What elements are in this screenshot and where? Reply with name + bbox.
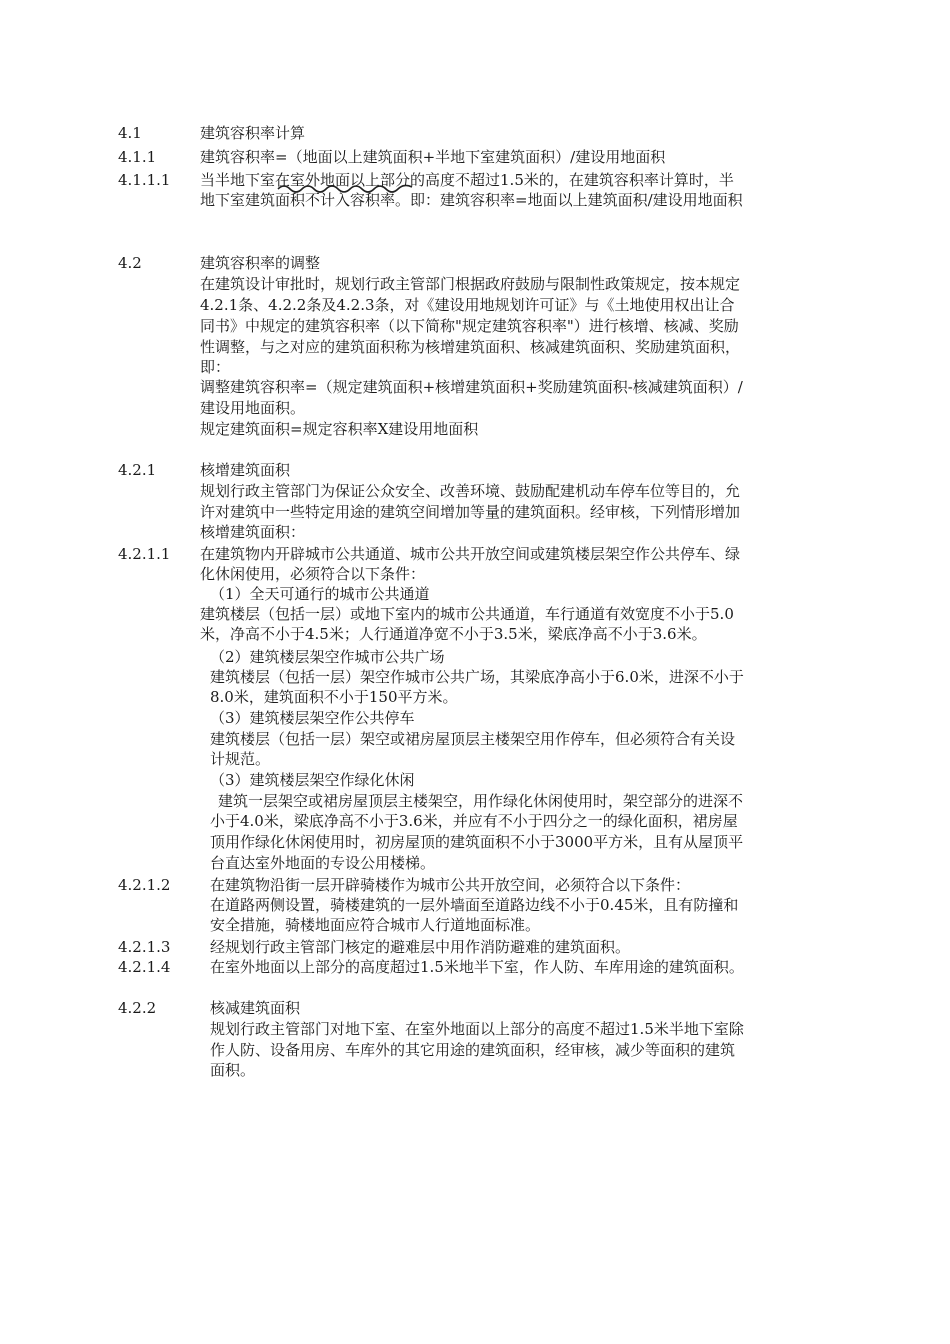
section-number: 4.2.1.3 (118, 938, 171, 956)
paragraph-line: 台直达室外地面的专设公用楼梯。 (210, 854, 436, 872)
section-number: 4.2.1.2 (118, 876, 171, 894)
section-number: 4.2.1 (118, 461, 157, 479)
paragraph-line: 4.2.1条、4.2.2条及4.2.3条，对《建设用地规划许可证》与《土地使用权出让合 (200, 296, 735, 314)
paragraph-line: 规划行政主管部门为保证公众安全、改善环境、鼓励配建机动车停车位等目的，允 (200, 482, 741, 500)
section-number: 4.2.1.1 (118, 545, 171, 563)
paragraph-line: 规定建筑面积=规定容积率X建设用地面积 (200, 420, 479, 438)
paragraph-line: 米，净高不小于4.5米；人行通道净宽不小于3.5米，梁底净高不小于3.6米。 (200, 625, 707, 643)
paragraph-line: 8.0米，建筑面积不小于150平方米。 (210, 688, 458, 706)
section-number: 4.1.1 (118, 148, 157, 166)
list-item-heading: （2）建筑楼层架空作城市公共广场 (210, 648, 445, 666)
section-number: 4.1.1.1 (118, 171, 171, 189)
paragraph-line: 化休闲使用，必须符合以下条件： (200, 565, 426, 583)
paragraph-line: 同书》中规定的建筑容积率（以下简称"规定建筑容积率"）进行核增、核减、奖励 (200, 317, 739, 335)
section-number: 4.2.1.4 (118, 958, 171, 976)
paragraph-line: 许对建筑中一些特定用途的建筑空间增加等量的建筑面积。经审核，下列情形增加 (200, 503, 741, 521)
list-item-heading: （1）全天可通行的城市公共通道 (210, 585, 430, 603)
paragraph-line: 建筑楼层（包括一层）架空作城市公共广场，其梁底净高小于6.0米，进深不小于 (210, 668, 744, 686)
paragraph-line: 建设用地面积。 (200, 399, 306, 417)
paragraph-line: 性调整，与之对应的建筑面积称为核增建筑面积、核减建筑面积、奖励建筑面积， (200, 338, 741, 356)
section-number: 4.1 (118, 124, 142, 142)
paragraph-line: 建筑楼层（包括一层）架空或裙房屋顶层主楼架空用作停车，但必须符合有关设 (210, 730, 736, 748)
section-heading: 核减建筑面积 (210, 999, 301, 1017)
paragraph-line: 计规范。 (210, 750, 271, 768)
section-number: 4.2 (118, 254, 142, 272)
paragraph-line: 面积。 (210, 1061, 256, 1079)
paragraph-line: 在建筑物内开辟城市公共通道、城市公共开放空间或建筑楼层架空作公共停车、绿 (200, 545, 741, 563)
paragraph-line: 在建筑设计审批时，规划行政主管部门根据政府鼓励与限制性政策规定，按本规定 (200, 275, 741, 293)
paragraph-line: 经规划行政主管部门核定的避难层中用作消防避难的建筑面积。 (210, 938, 631, 956)
paragraph-line: 当半地下室在室外地面以上部分的高度不超过1.5米的，在建筑容积率计算时，半 (200, 171, 734, 189)
paragraph-line: 顶用作绿化休闲使用时，初房屋顶的建筑面积不小于3000平方米，且有从屋顶平 (210, 833, 744, 851)
paragraph-line: 安全措施，骑楼地面应符合城市人行道地面标准。 (210, 916, 541, 934)
paragraph-line: 在建筑物沿街一层开辟骑楼作为城市公共开放空间，必须符合以下条件： (210, 876, 691, 894)
paragraph-line: 调整建筑容积率=（规定建筑面积+核增建筑面积+奖励建筑面积-核减建筑面积）/ (200, 378, 743, 396)
paragraph-line: 即： (200, 358, 231, 376)
paragraph-line: 小于4.0米，梁底净高不小于3.6米，并应有不小于四分之一的绿化面积，裙房屋 (210, 812, 738, 830)
paragraph-line: 在室外地面以上部分的高度超过1.5米地半下室，作人防、车库用途的建筑面积。 (210, 958, 744, 976)
handwritten-underline (276, 181, 416, 195)
paragraph-line: 规划行政主管部门对地下室、在室外地面以上部分的高度不超过1.5米半地下室除 (210, 1020, 744, 1038)
paragraph-line: 核增建筑面积： (200, 523, 306, 541)
list-item-heading: （3）建筑楼层架空作绿化休闲 (210, 771, 415, 789)
list-item-heading: （3）建筑楼层架空作公共停车 (210, 709, 415, 727)
section-heading: 核增建筑面积 (200, 461, 291, 479)
section-number: 4.2.2 (118, 999, 157, 1017)
paragraph-line: 作人防、设备用房、车库外的其它用途的建筑面积，经审核，减少等面积的建筑 (210, 1041, 736, 1059)
paragraph-line: 建筑楼层（包括一层）或地下室内的城市公共通道，车行通道有效宽度不小于5.0 (200, 605, 734, 623)
section-heading: 建筑容积率计算 (200, 124, 306, 142)
section-heading: 建筑容积率的调整 (200, 254, 321, 272)
paragraph-line: 建筑一层架空或裙房屋顶层主楼架空，用作绿化休闲使用时，架空部分的进深不 (218, 792, 744, 810)
paragraph-line: 地下室建筑面积不计入容积率。即：建筑容积率=地面以上建筑面积/建设用地面积 (200, 191, 743, 209)
paragraph-line: 建筑容积率=（地面以上建筑面积+半地下室建筑面积）/建设用地面积 (200, 148, 666, 166)
paragraph-line: 在道路两侧设置，骑楼建筑的一层外墙面至道路边线不小于0.45米，且有防撞和 (210, 896, 739, 914)
